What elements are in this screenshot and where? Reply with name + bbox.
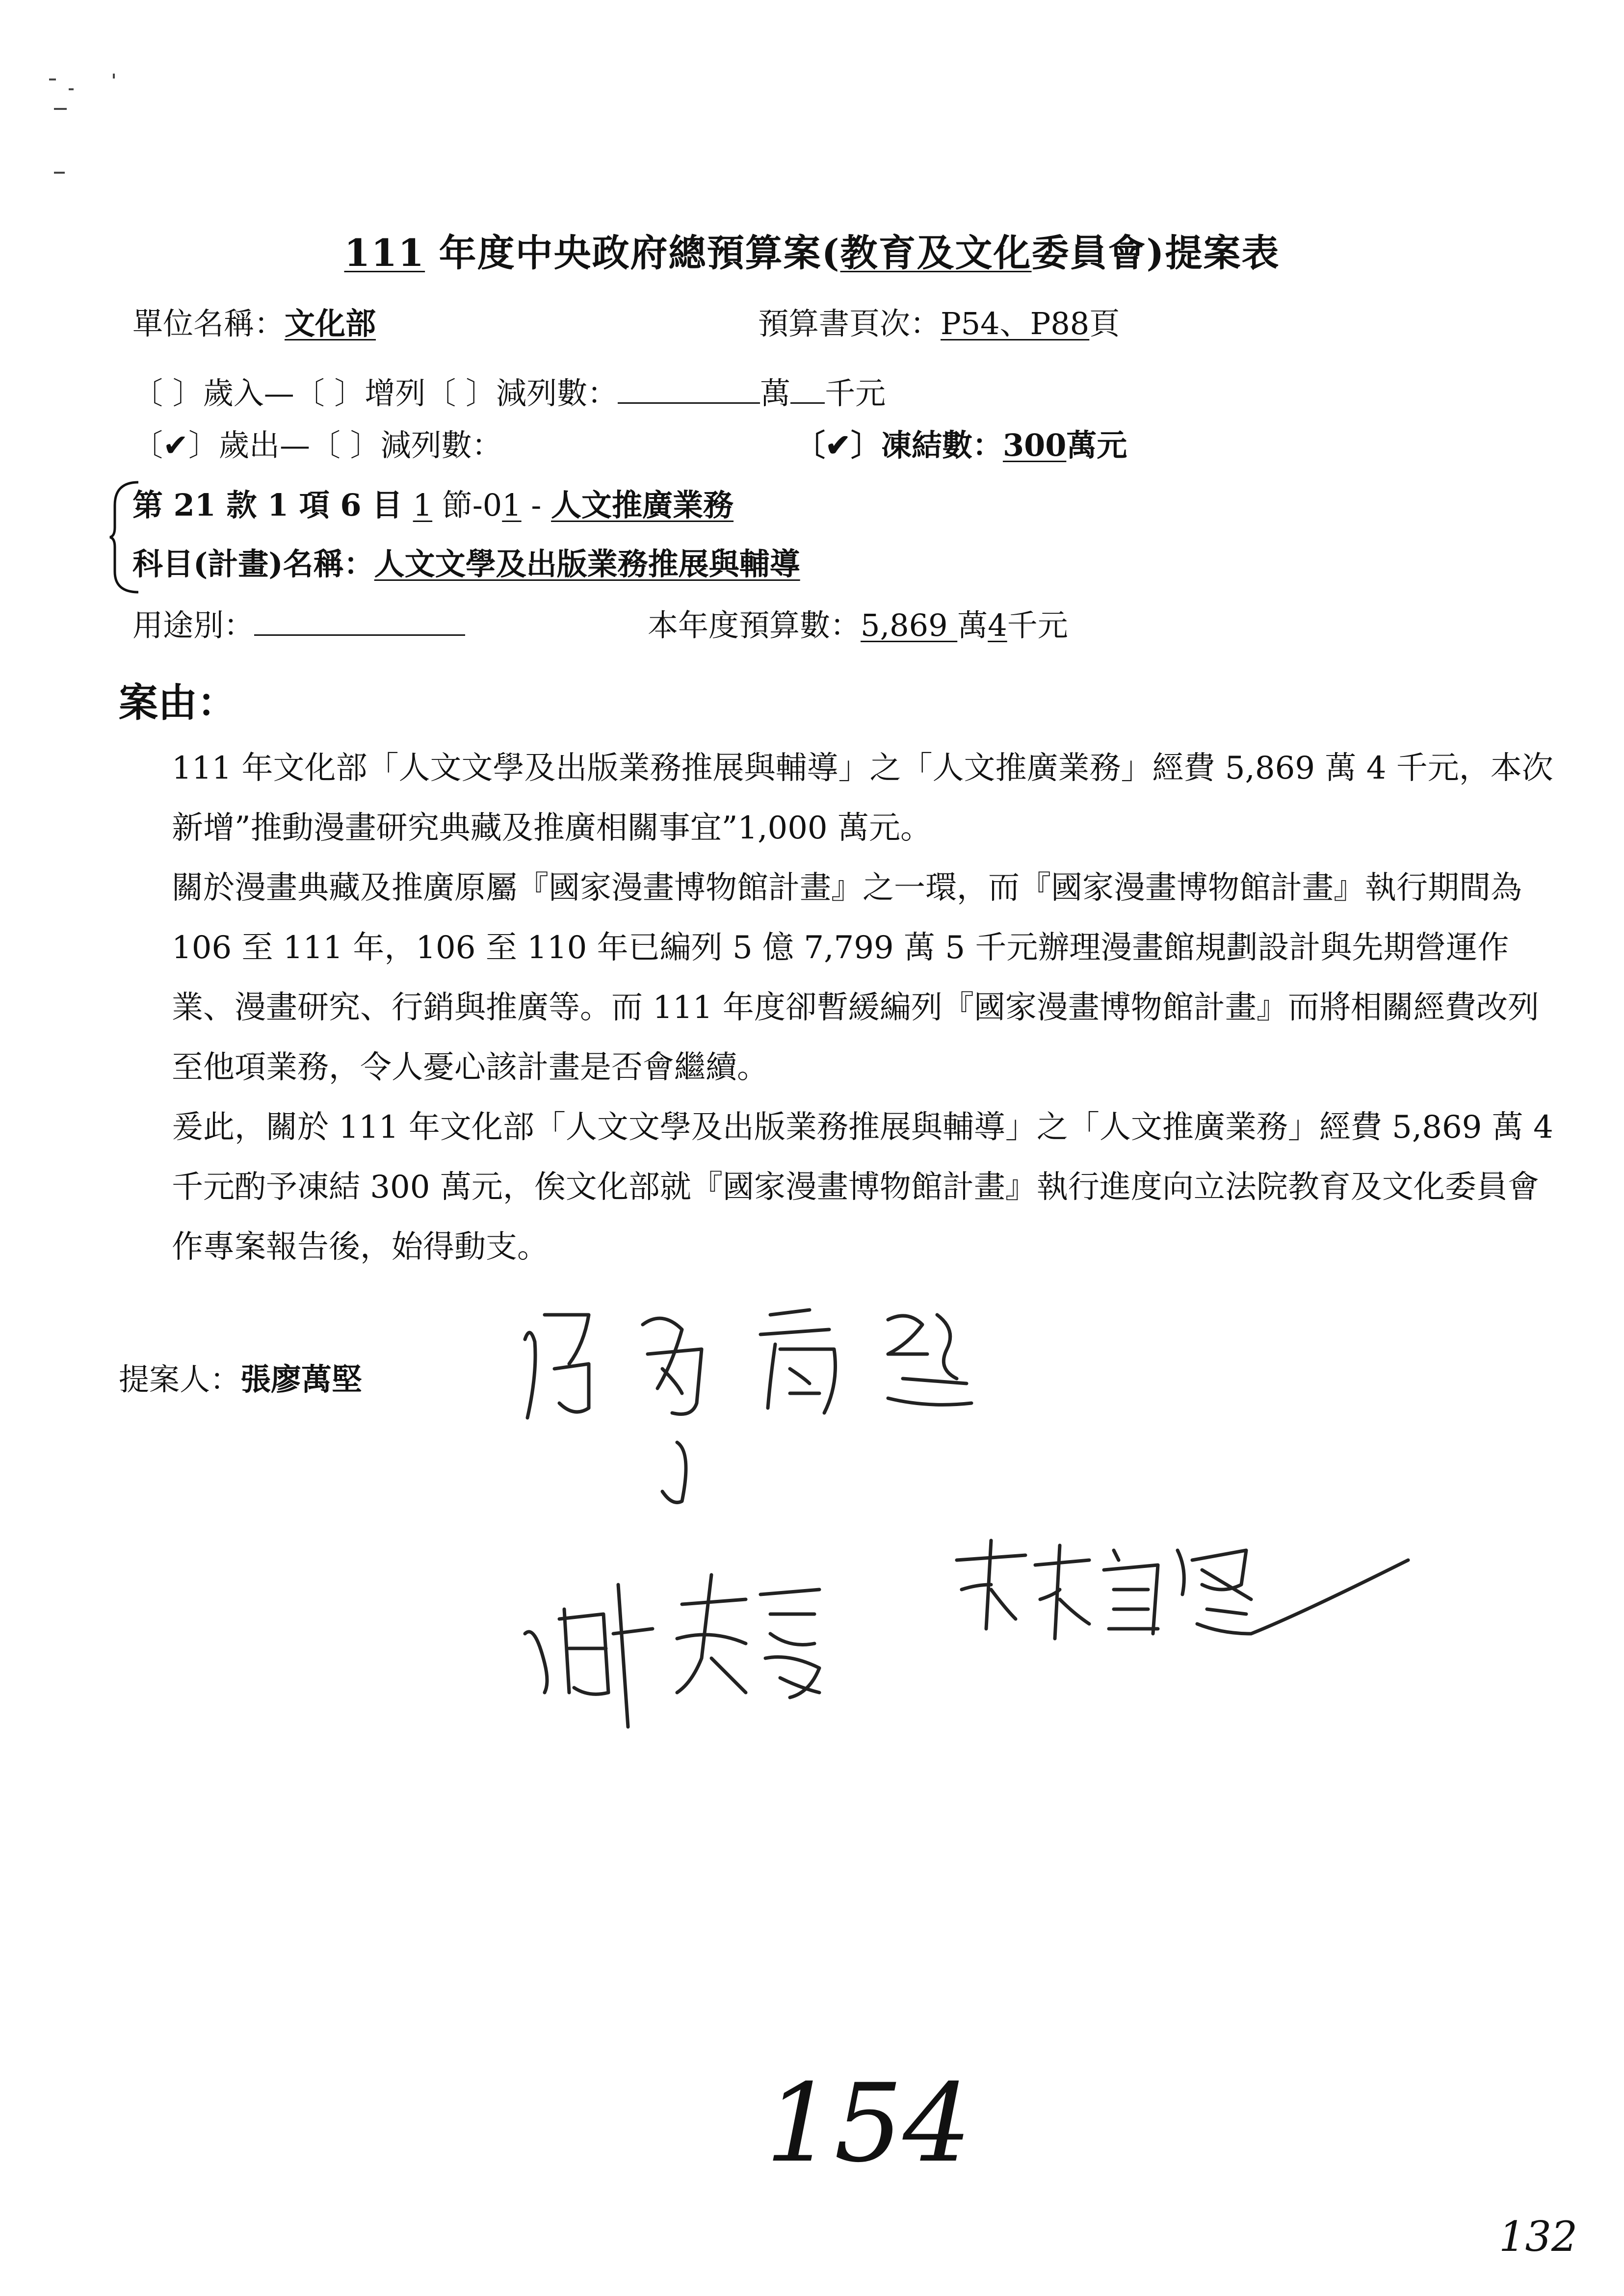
page-suffix: 頁 xyxy=(1089,306,1120,341)
revenue-blank-2 xyxy=(790,374,825,404)
proposer-row xyxy=(119,1355,362,1399)
freeze-unit: 萬元 xyxy=(1066,427,1127,463)
unit-value: 文化部 xyxy=(285,306,376,341)
scan-specks xyxy=(44,69,123,196)
unit-row xyxy=(132,299,376,343)
budget-four: 4 xyxy=(988,607,1007,643)
revenue-row xyxy=(132,369,886,413)
freeze-value: 300 xyxy=(1002,427,1067,463)
reason-paragraph-3: 爰此，關於 111 年文化部「人文文學及出版業務推展與輔導」之「人文推廣業務」經費 5,869 萬 4 千元酌予凍結 300 萬元，俟文化部就『國家漫畫博物館計畫』執行進度向立法院教育及文化委員會作專案報告後，始得動支。 xyxy=(172,1109,1553,1265)
title-committee: 教育及文化 xyxy=(840,231,1032,275)
reason-heading: 案由： xyxy=(119,679,236,726)
freeze-label: 〔✔〕凍結數： xyxy=(795,427,1003,463)
subject-value: 人文文學及出版業務推展與輔導 xyxy=(374,546,800,582)
budget-value: 5,869 xyxy=(861,607,958,643)
handwritten-page-number: 154 xyxy=(765,2061,971,2186)
page-label: 預算書頁次： xyxy=(758,306,941,341)
subject-row xyxy=(132,540,800,583)
expense-row xyxy=(132,421,502,465)
use-blank xyxy=(254,606,465,636)
section-name: 人文推廣業務 xyxy=(551,487,734,523)
signature-3 xyxy=(947,1531,1418,1658)
budget-qian: 千元 xyxy=(1007,607,1068,643)
revenue-line: 〔 〕歲入—〔 〕增列〔 〕減列數： xyxy=(132,375,618,411)
section-row xyxy=(132,481,733,524)
section-num2: 1 xyxy=(502,487,522,523)
page-value: P54、P88 xyxy=(941,306,1090,341)
signature-2 xyxy=(515,1531,868,1737)
title-end: 委員會)提案表 xyxy=(1031,231,1280,275)
budget-row xyxy=(648,601,1068,645)
proposer-label: 提案人： xyxy=(119,1361,241,1397)
revenue-blank xyxy=(618,374,760,404)
reason-paragraph-1: 111 年文化部「人文文學及出版業務推展與輔導」之「人文推廣業務」經費 5,869 萬 4 千元，本次新增”推動漫畫研究典藏及推廣相關事宜”1,000 萬元。 xyxy=(172,750,1553,846)
expense-line: 〔✔〕歲出—〔 〕減列數： xyxy=(132,427,502,463)
budget-wan: 萬 xyxy=(957,607,988,643)
section-prefix: 第 21 款 1 項 6 目 xyxy=(132,487,413,523)
unit-label: 單位名稱： xyxy=(132,306,285,341)
revenue-wan: 萬 xyxy=(760,375,791,411)
proposer-name: 張廖萬堅 xyxy=(240,1361,363,1397)
section-mid: 節-0 xyxy=(432,487,502,523)
reason-paragraph-2: 關於漫畫典藏及推廣原屬『國家漫畫博物館計畫』之一環，而『國家漫畫博物館計畫』執行期間為 106 至 111 年，106 至 110 年已編列 5 億 7,799 萬 5 千元辦理漫畫館規劃設計與先期營運作業、漫畫研究、行銷與推廣等。而 111 年度卻暫緩編列『國家漫畫博物館計畫』而將相關經費改列至他項業務，令人憂心該計畫是否會繼續。 xyxy=(172,870,1539,1086)
use-label: 用途別： xyxy=(132,607,255,643)
reason-body xyxy=(172,738,1555,1277)
revenue-qian: 千元 xyxy=(825,375,886,411)
form-title xyxy=(0,223,1624,277)
section-num: 1 xyxy=(413,487,433,523)
use-row xyxy=(132,601,465,645)
corner-page-number: 132 xyxy=(1499,2213,1578,2261)
subject-label: 科目(計畫)名稱： xyxy=(132,546,374,582)
budget-label: 本年度預算數： xyxy=(648,607,861,643)
page-ref-row xyxy=(758,299,1120,343)
title-mid: 年度中央政府總預算案( xyxy=(425,231,840,275)
freeze-row xyxy=(795,421,1127,465)
title-year: 111 xyxy=(344,231,425,275)
signature-1 xyxy=(515,1295,1079,1511)
section-dash: - xyxy=(521,487,551,523)
